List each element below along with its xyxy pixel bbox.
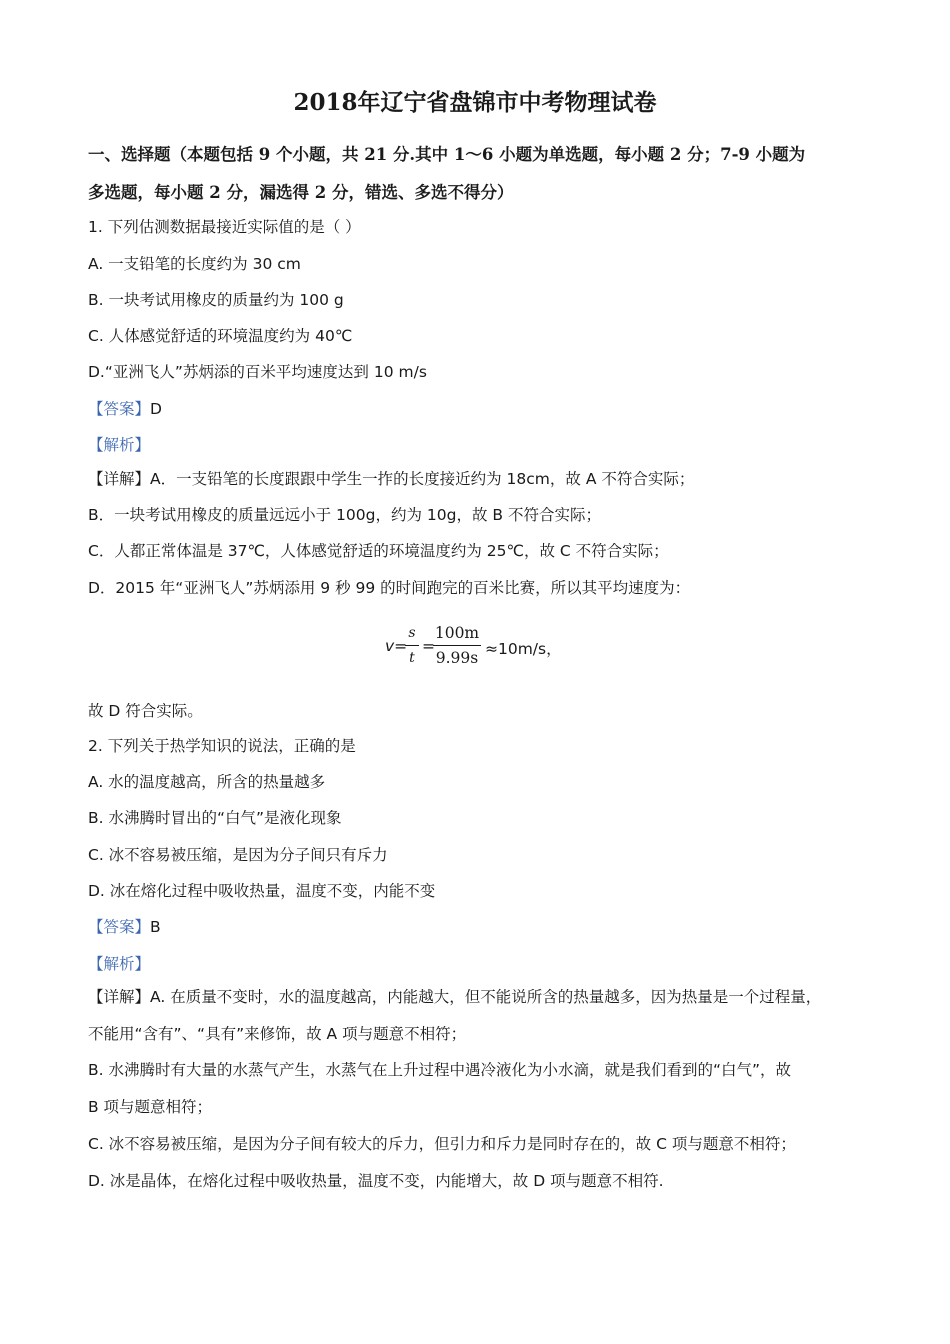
formula-s: s	[408, 625, 416, 641]
q1-option-b: B. 一块考试用橡皮的质量约为 100 g	[88, 291, 344, 309]
q2-detail-b: B. 水沸腾时有大量的水蒸气产生，水蒸气在上升过程中遇冷液化为小水滴，就是我们看到的“白气”，故	[88, 1061, 792, 1079]
q1-conclusion: 故 D 符合实际。	[88, 702, 203, 720]
formula-denominator: 9.99s	[435, 649, 479, 667]
q2-detail-c: C. 冰不容易被压缩，是因为分子间有较大的斥力，但引力和斥力是同时存在的，故 C 项与题意不相符；	[88, 1135, 796, 1153]
detail-tag: 【详解】	[88, 988, 151, 1006]
q1-detail-d: D．2015 年“亚洲飞人”苏炳添用 9 秒 99 的时间跑完的百米比赛，所以其平均速度为：	[88, 579, 691, 597]
q2-answer-value: B	[150, 918, 161, 936]
answer-tag: 【答案】	[88, 918, 151, 936]
section-heading-line-1: 一、选择题（本题包括 9 个小题，共 21 分.其中 1～6 小题为单选题，每小题 2 分；7-9 小题为	[88, 145, 806, 164]
formula-lhs: v=	[385, 637, 408, 655]
q1-question: 1. 下列估测数据最接近实际值的是（ ）	[88, 218, 361, 236]
analysis-tag: 【解析】	[88, 436, 151, 454]
q1-option-c: C. 人体感觉舒适的环境温度约为 40℃	[88, 327, 353, 345]
q2-answer	[88, 915, 878, 939]
q1-detail-c: C．人都正常体温是 37℃，人体感觉舒适的环境温度约为 25℃，故 C 不符合实际；	[88, 542, 669, 560]
formula-result: ≈10m/s，	[485, 640, 562, 658]
q1-option-a: A. 一支铅笔的长度约为 30 cm	[88, 255, 301, 273]
q2-detail-b-cont: B 项与题意相符；	[88, 1098, 213, 1116]
detail-tag: 【详解】	[88, 470, 151, 488]
q2-detail-a	[88, 985, 878, 1009]
formula-equals: =	[422, 637, 435, 655]
q2-option-d: D. 冰在熔化过程中吸收热量，温度不变，内能不变	[88, 882, 436, 900]
fraction-bar	[433, 645, 481, 646]
q1-option-d: D.“亚洲飞人”苏炳添的百米平均速度达到 10 m/s	[88, 363, 427, 381]
q1-analysis	[88, 433, 878, 457]
q2-detail-a-cont: 不能用“含有”、“具有”来修饰，故 A 项与题意不相符；	[88, 1025, 467, 1043]
q1-answer-value: D	[150, 400, 162, 418]
formula-t: t	[409, 650, 415, 666]
formula-fraction-s-t	[405, 622, 419, 669]
q2-option-b: B. 水沸腾时冒出的“白气”是液化现象	[88, 809, 342, 827]
q1-detail-a-text: A．一支铅笔的长度跟跟中学生一拃的长度接近约为 18cm，故 A 不符合实际；	[150, 470, 695, 488]
formula-numerator: 100m	[434, 624, 480, 642]
analysis-tag: 【解析】	[88, 955, 151, 973]
q2-option-a: A. 水的温度越高，所含的热量越多	[88, 773, 326, 791]
q2-question: 2. 下列关于热学知识的说法，正确的是	[88, 737, 356, 755]
q2-detail-a-text: A. 在质量不变时，水的温度越高，内能越大，但不能说所含的热量越多，因为热量是一个过程量，	[150, 988, 822, 1006]
q1-detail-a	[88, 467, 878, 491]
fraction-bar	[405, 645, 419, 646]
q2-option-c: C. 冰不容易被压缩，是因为分子间只有斥力	[88, 846, 388, 864]
q1-answer	[88, 397, 878, 421]
answer-tag: 【答案】	[88, 400, 151, 418]
page-title: 2018年辽宁省盘锦市中考物理试卷	[293, 89, 657, 116]
q2-analysis	[88, 952, 878, 976]
section-heading-line-2: 多选题，每小题 2 分，漏选得 2 分，错选、多选不得分）	[88, 183, 514, 202]
q1-detail-b: B．一块考试用橡皮的质量远远小于 100g，约为 10g，故 B 不符合实际；	[88, 506, 601, 524]
q2-detail-d: D. 冰是晶体，在熔化过程中吸收热量，温度不变，内能增大，故 D 项与题意不相符.	[88, 1172, 664, 1190]
formula-fraction-values	[433, 622, 481, 669]
